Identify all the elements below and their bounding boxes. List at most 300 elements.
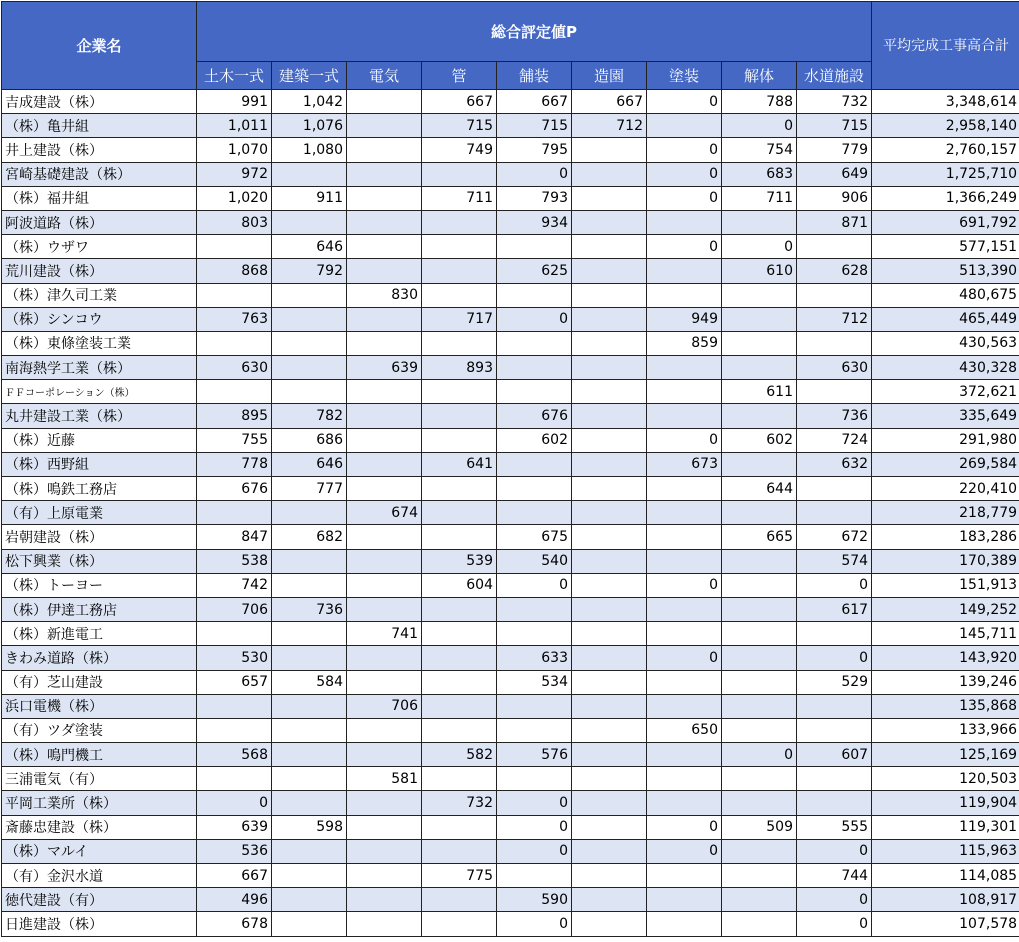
score-cell: 712 — [572, 114, 647, 138]
score-cell — [347, 90, 422, 114]
score-cell — [272, 356, 347, 380]
score-cell — [497, 622, 572, 646]
company-name-cell: 三浦電気（有） — [2, 767, 197, 791]
company-name-cell: （株）トーヨー — [2, 573, 197, 597]
average-revenue-header: 平均完成工事高合計 — [872, 2, 1019, 90]
score-cell — [647, 404, 722, 428]
company-name-cell: （株）東條塗装工業 — [2, 331, 197, 355]
score-cell: 736 — [272, 597, 347, 621]
company-name-cell: （株）西野組 — [2, 452, 197, 476]
score-cell — [572, 477, 647, 501]
table-row — [2, 718, 1019, 742]
company-name-cell: （有）上原電業 — [2, 501, 197, 525]
score-cell — [647, 888, 722, 912]
score-cell — [197, 380, 272, 404]
score-cell — [647, 283, 722, 307]
score-cell — [722, 718, 797, 742]
score-cell: 657 — [197, 670, 272, 694]
score-cell — [197, 622, 272, 646]
score-cell — [572, 380, 647, 404]
score-cell: 732 — [422, 791, 497, 815]
company-name-cell: 日進建設（株） — [2, 912, 197, 936]
score-cell — [497, 356, 572, 380]
score-cell — [497, 452, 572, 476]
score-cell — [422, 839, 497, 863]
company-name-cell: 井上建設（株） — [2, 138, 197, 162]
score-cell: 496 — [197, 888, 272, 912]
table-row — [2, 186, 1019, 210]
score-cell — [722, 210, 797, 234]
score-cell — [347, 452, 422, 476]
score-cell: 0 — [647, 235, 722, 259]
score-cell: 649 — [797, 162, 872, 186]
category-header-demolition: 解体 — [722, 62, 797, 90]
score-cell: 1,020 — [197, 186, 272, 210]
score-cell — [572, 791, 647, 815]
score-cell — [572, 888, 647, 912]
revenue-total-cell: 2,958,140 — [872, 114, 1019, 138]
revenue-total-cell: 220,410 — [872, 477, 1019, 501]
score-cell — [347, 646, 422, 670]
score-cell — [422, 428, 497, 452]
score-cell — [422, 718, 497, 742]
score-cell — [572, 356, 647, 380]
score-cell: 610 — [722, 259, 797, 283]
score-cell — [572, 428, 647, 452]
score-cell — [347, 380, 422, 404]
score-cell — [797, 380, 872, 404]
table-row — [2, 622, 1019, 646]
table-row — [2, 114, 1019, 138]
score-cell: 667 — [197, 864, 272, 888]
score-cell — [347, 597, 422, 621]
revenue-total-cell: 513,390 — [872, 259, 1019, 283]
score-cell — [497, 718, 572, 742]
score-cell: 582 — [422, 743, 497, 767]
score-cell: 555 — [797, 815, 872, 839]
score-cell: 859 — [647, 331, 722, 355]
category-header-landscaping: 造園 — [572, 62, 647, 90]
score-cell — [572, 573, 647, 597]
score-cell: 1,076 — [272, 114, 347, 138]
score-cell: 674 — [347, 501, 422, 525]
score-cell: 847 — [197, 525, 272, 549]
company-name-cell: ＦＦコーポレーション（株） — [2, 380, 197, 404]
overall-score-header: 総合評定値P — [197, 2, 872, 62]
score-cell — [497, 501, 572, 525]
company-name-cell: （有）芝山建設 — [2, 670, 197, 694]
score-cell — [497, 477, 572, 501]
score-cell: 741 — [347, 622, 422, 646]
score-cell: 529 — [797, 670, 872, 694]
score-cell: 788 — [722, 90, 797, 114]
score-cell — [347, 839, 422, 863]
score-cell — [572, 839, 647, 863]
table-row — [2, 90, 1019, 114]
company-name-header: 企業名 — [2, 2, 197, 90]
score-cell: 617 — [797, 597, 872, 621]
score-cell — [797, 477, 872, 501]
revenue-total-cell: 149,252 — [872, 597, 1019, 621]
score-cell — [647, 380, 722, 404]
score-cell — [422, 767, 497, 791]
score-cell — [422, 235, 497, 259]
revenue-total-cell: 139,246 — [872, 670, 1019, 694]
score-cell: 0 — [797, 573, 872, 597]
score-cell — [272, 864, 347, 888]
score-cell: 911 — [272, 186, 347, 210]
score-cell — [347, 307, 422, 331]
table-row — [2, 912, 1019, 936]
score-cell — [797, 767, 872, 791]
score-cell: 0 — [647, 138, 722, 162]
score-cell — [272, 573, 347, 597]
company-name-cell: 岩朝建設（株） — [2, 525, 197, 549]
category-header-piping: 管 — [422, 62, 497, 90]
category-header-waterworks: 水道施設 — [797, 62, 872, 90]
revenue-total-cell: 143,920 — [872, 646, 1019, 670]
revenue-total-cell: 151,913 — [872, 573, 1019, 597]
score-cell — [347, 525, 422, 549]
revenue-total-cell: 133,966 — [872, 718, 1019, 742]
score-cell: 715 — [497, 114, 572, 138]
score-cell — [722, 452, 797, 476]
table-row — [2, 259, 1019, 283]
score-cell — [272, 331, 347, 355]
revenue-total-cell: 480,675 — [872, 283, 1019, 307]
score-cell: 602 — [497, 428, 572, 452]
revenue-total-cell: 3,348,614 — [872, 90, 1019, 114]
score-cell: 0 — [647, 428, 722, 452]
score-cell — [722, 646, 797, 670]
score-cell — [272, 622, 347, 646]
score-cell — [347, 864, 422, 888]
revenue-total-cell: 269,584 — [872, 452, 1019, 476]
revenue-total-cell: 335,649 — [872, 404, 1019, 428]
score-cell — [272, 888, 347, 912]
company-name-cell: 宮崎基礎建設（株） — [2, 162, 197, 186]
score-cell — [572, 525, 647, 549]
table-row — [2, 791, 1019, 815]
table-row — [2, 839, 1019, 863]
score-cell: 682 — [272, 525, 347, 549]
score-cell: 0 — [797, 646, 872, 670]
score-cell: 868 — [197, 259, 272, 283]
score-cell — [647, 259, 722, 283]
score-cell — [197, 694, 272, 718]
score-cell — [272, 718, 347, 742]
score-cell — [497, 597, 572, 621]
score-cell: 534 — [497, 670, 572, 694]
score-cell — [422, 888, 497, 912]
score-cell — [272, 743, 347, 767]
table-row — [2, 501, 1019, 525]
score-cell — [197, 501, 272, 525]
score-cell: 641 — [422, 452, 497, 476]
score-cell: 793 — [497, 186, 572, 210]
score-cell: 633 — [497, 646, 572, 670]
revenue-total-cell: 145,711 — [872, 622, 1019, 646]
score-cell — [347, 912, 422, 936]
score-cell: 779 — [797, 138, 872, 162]
revenue-total-cell: 691,792 — [872, 210, 1019, 234]
score-cell — [497, 380, 572, 404]
company-name-cell: （株）福井組 — [2, 186, 197, 210]
score-cell: 949 — [647, 307, 722, 331]
score-cell — [797, 718, 872, 742]
score-cell: 667 — [572, 90, 647, 114]
score-cell — [647, 114, 722, 138]
score-cell — [272, 839, 347, 863]
score-cell — [572, 162, 647, 186]
score-cell: 0 — [722, 743, 797, 767]
score-cell: 744 — [797, 864, 872, 888]
company-name-cell: （株）鳴鉄工務店 — [2, 477, 197, 501]
score-cell — [722, 573, 797, 597]
score-cell — [722, 307, 797, 331]
score-cell — [572, 743, 647, 767]
score-cell — [647, 864, 722, 888]
score-cell — [647, 791, 722, 815]
score-cell — [722, 331, 797, 355]
score-cell: 665 — [722, 525, 797, 549]
score-cell — [572, 307, 647, 331]
score-cell — [572, 259, 647, 283]
score-cell: 1,011 — [197, 114, 272, 138]
revenue-total-cell: 1,725,710 — [872, 162, 1019, 186]
score-cell — [422, 912, 497, 936]
score-cell — [572, 404, 647, 428]
company-name-cell: （株）津久司工業 — [2, 283, 197, 307]
score-cell: 803 — [197, 210, 272, 234]
score-cell — [347, 791, 422, 815]
score-cell — [722, 670, 797, 694]
table-row — [2, 428, 1019, 452]
score-cell: 830 — [347, 283, 422, 307]
score-cell: 509 — [722, 815, 797, 839]
score-cell: 538 — [197, 549, 272, 573]
score-cell: 0 — [647, 815, 722, 839]
score-cell: 0 — [497, 307, 572, 331]
score-cell: 646 — [272, 235, 347, 259]
score-cell — [422, 404, 497, 428]
score-cell — [347, 404, 422, 428]
score-cell: 742 — [197, 573, 272, 597]
company-name-cell: （株）亀井組 — [2, 114, 197, 138]
score-cell — [272, 912, 347, 936]
company-name-cell: 浜口電機（株） — [2, 694, 197, 718]
table-row — [2, 162, 1019, 186]
score-cell — [572, 670, 647, 694]
table-row — [2, 670, 1019, 694]
score-cell — [797, 501, 872, 525]
score-cell: 574 — [797, 549, 872, 573]
score-cell — [347, 888, 422, 912]
company-name-cell: 荒川建設（株） — [2, 259, 197, 283]
score-cell: 795 — [497, 138, 572, 162]
revenue-total-cell: 125,169 — [872, 743, 1019, 767]
score-cell: 0 — [647, 573, 722, 597]
score-cell — [722, 549, 797, 573]
score-cell: 991 — [197, 90, 272, 114]
score-cell — [272, 380, 347, 404]
score-cell — [422, 162, 497, 186]
score-cell — [572, 912, 647, 936]
score-cell — [497, 864, 572, 888]
score-cell — [422, 331, 497, 355]
table-body — [2, 90, 1019, 937]
score-cell: 584 — [272, 670, 347, 694]
score-cell: 754 — [722, 138, 797, 162]
company-name-cell: 松下興業（株） — [2, 549, 197, 573]
score-cell: 724 — [797, 428, 872, 452]
score-cell: 763 — [197, 307, 272, 331]
score-cell — [272, 210, 347, 234]
score-cell: 673 — [647, 452, 722, 476]
score-cell — [722, 767, 797, 791]
company-name-cell: （株）マルイ — [2, 839, 197, 863]
score-cell — [422, 646, 497, 670]
company-name-cell: （有）金沢水道 — [2, 864, 197, 888]
score-cell — [572, 235, 647, 259]
score-cell — [572, 767, 647, 791]
score-cell — [197, 283, 272, 307]
score-cell — [422, 477, 497, 501]
revenue-total-cell: 170,389 — [872, 549, 1019, 573]
table-row — [2, 235, 1019, 259]
score-cell: 895 — [197, 404, 272, 428]
score-cell — [347, 549, 422, 573]
score-cell: 893 — [422, 356, 497, 380]
score-cell — [347, 477, 422, 501]
score-cell: 755 — [197, 428, 272, 452]
score-cell: 678 — [197, 912, 272, 936]
score-cell — [572, 864, 647, 888]
score-cell: 536 — [197, 839, 272, 863]
score-cell: 715 — [422, 114, 497, 138]
score-cell: 732 — [797, 90, 872, 114]
score-cell — [572, 718, 647, 742]
score-cell: 639 — [197, 815, 272, 839]
score-cell — [347, 815, 422, 839]
score-cell — [272, 646, 347, 670]
score-cell: 0 — [497, 162, 572, 186]
score-cell: 540 — [497, 549, 572, 573]
score-cell: 646 — [272, 452, 347, 476]
score-cell — [347, 259, 422, 283]
score-cell — [647, 622, 722, 646]
table-row — [2, 525, 1019, 549]
score-cell: 581 — [347, 767, 422, 791]
score-cell — [797, 235, 872, 259]
company-name-cell: （有）ツダ塗装 — [2, 718, 197, 742]
score-cell: 0 — [647, 839, 722, 863]
score-cell — [722, 864, 797, 888]
score-cell — [647, 501, 722, 525]
score-cell: 590 — [497, 888, 572, 912]
score-cell — [722, 597, 797, 621]
score-cell — [422, 501, 497, 525]
company-name-cell: （株）伊達工務店 — [2, 597, 197, 621]
score-cell: 1,042 — [272, 90, 347, 114]
company-name-cell: 平岡工業所（株） — [2, 791, 197, 815]
score-cell — [572, 186, 647, 210]
revenue-total-cell: 430,563 — [872, 331, 1019, 355]
score-cell — [497, 331, 572, 355]
score-cell: 0 — [497, 573, 572, 597]
score-cell — [272, 694, 347, 718]
revenue-total-cell: 119,301 — [872, 815, 1019, 839]
company-name-cell: （株）近藤 — [2, 428, 197, 452]
score-cell — [722, 791, 797, 815]
company-name-cell: 斎藤忠建設（株） — [2, 815, 197, 839]
score-cell — [422, 622, 497, 646]
revenue-total-cell: 107,578 — [872, 912, 1019, 936]
score-cell — [197, 767, 272, 791]
score-cell: 0 — [647, 646, 722, 670]
score-cell: 683 — [722, 162, 797, 186]
score-cell — [722, 404, 797, 428]
score-cell: 0 — [797, 839, 872, 863]
table-row — [2, 597, 1019, 621]
score-cell: 0 — [647, 162, 722, 186]
score-cell: 530 — [197, 646, 272, 670]
table-row — [2, 307, 1019, 331]
revenue-total-cell: 114,085 — [872, 864, 1019, 888]
score-cell — [647, 743, 722, 767]
score-cell — [797, 694, 872, 718]
table-row — [2, 477, 1019, 501]
score-cell — [347, 114, 422, 138]
revenue-total-cell: 1,366,249 — [872, 186, 1019, 210]
table-row — [2, 283, 1019, 307]
score-cell — [347, 718, 422, 742]
score-cell — [722, 912, 797, 936]
score-cell — [197, 235, 272, 259]
score-cell — [422, 694, 497, 718]
score-cell — [722, 839, 797, 863]
score-cell: 0 — [647, 90, 722, 114]
score-cell — [272, 162, 347, 186]
score-cell: 711 — [422, 186, 497, 210]
score-cell: 0 — [497, 912, 572, 936]
company-score-table — [1, 1, 1019, 937]
score-cell: 749 — [422, 138, 497, 162]
score-cell: 0 — [197, 791, 272, 815]
score-cell: 711 — [722, 186, 797, 210]
score-cell — [347, 210, 422, 234]
revenue-total-cell: 115,963 — [872, 839, 1019, 863]
score-cell — [572, 452, 647, 476]
score-cell — [797, 622, 872, 646]
score-cell: 630 — [797, 356, 872, 380]
score-cell — [797, 283, 872, 307]
score-cell — [272, 791, 347, 815]
company-name-cell: 丸井建設工業（株） — [2, 404, 197, 428]
table-row — [2, 331, 1019, 355]
score-cell: 0 — [647, 186, 722, 210]
score-cell — [422, 670, 497, 694]
score-cell — [347, 186, 422, 210]
company-name-cell: 徳代建設（有） — [2, 888, 197, 912]
score-cell — [572, 622, 647, 646]
score-cell: 0 — [722, 235, 797, 259]
category-header-electrical: 電気 — [347, 62, 422, 90]
score-cell: 625 — [497, 259, 572, 283]
score-cell — [422, 380, 497, 404]
table-row — [2, 380, 1019, 404]
score-cell: 604 — [422, 573, 497, 597]
